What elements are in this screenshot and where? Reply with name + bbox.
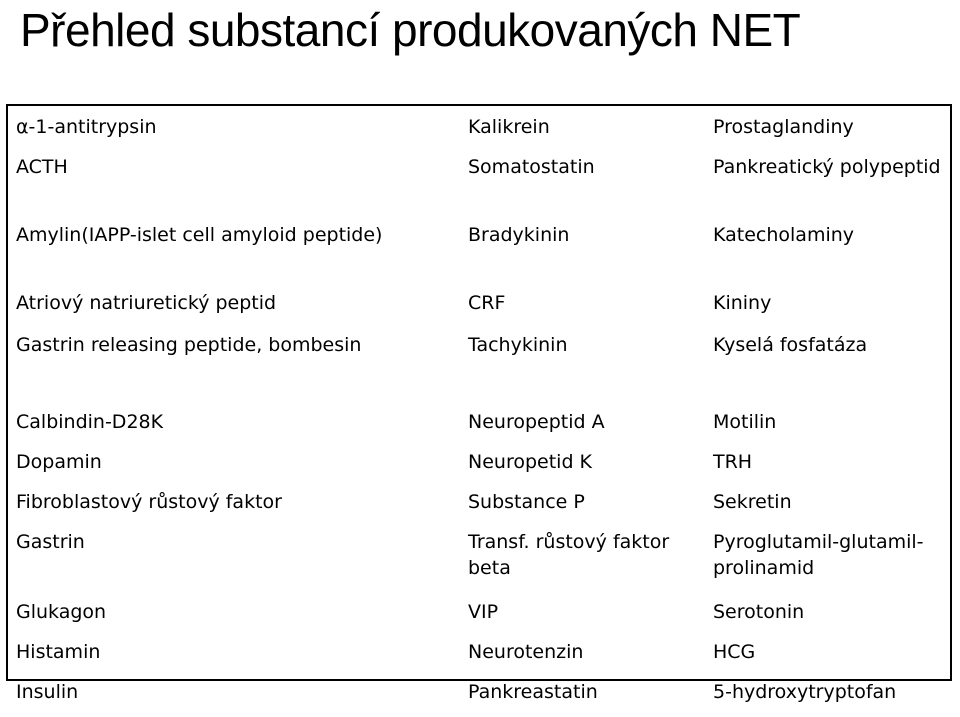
table-cell: Tachykinin [468, 334, 568, 356]
table-row [8, 403, 950, 447]
table-cell: Insulin [16, 681, 79, 703]
table-cell: Motilin [713, 411, 777, 433]
substances-table-frame [6, 104, 952, 703]
table-cell: Histamin [16, 641, 101, 663]
table-cell: Pankreatický polypeptid [713, 156, 941, 178]
table-cell: CRF [468, 292, 506, 314]
table-cell: Pyroglutamil-glutamil-prolinamid [713, 531, 924, 579]
table-cell: Bradykinin [468, 224, 570, 246]
table-row [8, 328, 950, 370]
table-cell: Kalikrein [468, 116, 550, 138]
table-cell: 5-hydroxytryptofan [713, 681, 897, 703]
table-cell: Neuropeptid A [468, 411, 605, 433]
table-row [8, 677, 950, 717]
table-cell: Katecholaminy [713, 224, 855, 246]
table-row [8, 527, 950, 595]
table-cell: Amylin(IAPP-islet cell amyloid peptide) [16, 224, 383, 246]
table-cell: Sekretin [713, 491, 792, 513]
page-title: Přehled substancí produkovaných NET [20, 4, 801, 56]
table-spacer-row [8, 370, 950, 403]
table-row [8, 150, 950, 218]
table-cell: Calbindin-D28K [16, 411, 164, 433]
table-cell: Kininy [713, 292, 772, 314]
table-cell: Somatostatin [468, 156, 595, 178]
substances-table [8, 106, 950, 717]
table-cell: Neuropetid K [468, 451, 593, 473]
table-cell: Gastrin releasing peptide, bombesin [16, 334, 362, 356]
table-cell: Atriový natriuretický peptid [16, 292, 277, 314]
table-cell: HCG [713, 641, 756, 663]
table-row [8, 286, 950, 328]
table-row [8, 595, 950, 637]
table-cell: Transf. růstový faktor beta [468, 531, 670, 579]
table-row [8, 218, 950, 286]
table-row [8, 106, 950, 150]
table-row [8, 447, 950, 487]
table-cell: TRH [713, 451, 753, 473]
table-cell: Gastrin [16, 531, 85, 553]
table-cell: Glukagon [16, 601, 107, 623]
table-cell: Neurotenzin [468, 641, 584, 663]
table-cell: α-1-antitrypsin [16, 116, 157, 138]
table-cell: Kyselá fosfatáza [713, 334, 868, 356]
table-cell: Fibroblastový růstový faktor [16, 491, 282, 513]
table-cell: Prostaglandiny [713, 116, 854, 138]
table-cell: Serotonin [713, 601, 805, 623]
table-cell: VIP [468, 601, 499, 623]
table-cell: Dopamin [16, 451, 102, 473]
table-cell: ACTH [16, 156, 68, 178]
table-row [8, 487, 950, 527]
table-cell: Pankreastatin [468, 681, 598, 703]
table-row [8, 637, 950, 677]
table-cell: Substance P [468, 491, 585, 513]
